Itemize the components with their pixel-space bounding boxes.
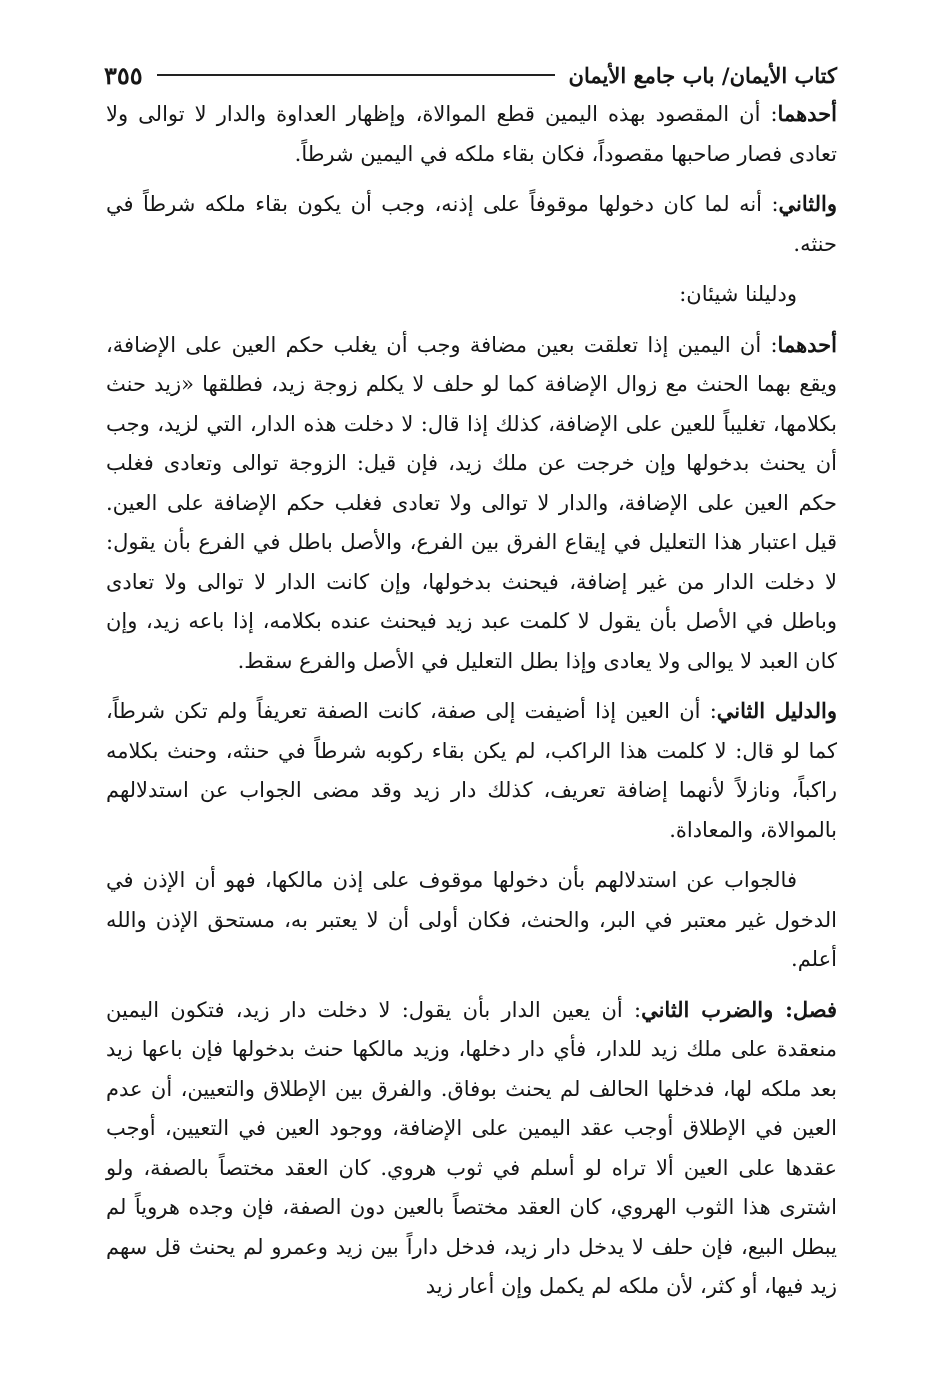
- paragraph-lead: أحدهما: [777, 101, 837, 126]
- header-rule: [157, 74, 555, 76]
- paragraph-text: فالجواب عن استدلالهم بأن دخولها موقوف على إذن مالكها، فهو أن الإذن في الدخول غير معتبر في البر، والحنث، فكان أولى أن لا يعتبر به، مستحق الإذن والله أعلم.: [106, 868, 837, 971]
- paragraph-text: : أن المقصود بهذه اليمين قطع الموالاة، وإظهار العداوة والدار لا توالى ولا تعادى فصار صاحبها مقصوداً، فكان بقاء ملكه في اليمين شرطاً.: [106, 102, 837, 166]
- paragraph-text: ودليلنا شيئان:: [679, 282, 797, 306]
- paragraph-lead: والدليل الثاني: [716, 698, 838, 723]
- paragraph: [106, 274, 837, 315]
- paragraph-text: : أن اليمين إذا تعلقت بعين مضافة وجب أن يغلب حكم العين على الإضافة، ويقع بهما الحنث مع زوال الإضافة كما لو حلف لا يكلم زوجة زيد، فطلقها «زيد حنث بكلامها، تغليباً للعين على الإضافة، كذلك إذا قال: لا دخلت هذه الدار، التي لزيد، وجب أن يحنث بدخولها وإن خرجت عن ملك زيد، فإن قيل: الزوجة توالى وتعادى فغلب حكم العين على الإضافة، والدار لا توالى ولا تعادى فغلب حكم الإضافة على العين. قيل اعتبار هذا التعليل في إيقاع الفرق بين الفرع، والأصل باطل في الفرع بأن يقول: لا دخلت الدار من غير إضافة، فيحنث بدخولها، وإن كانت الدار لا توالى ولا تعادى وباطل في الأصل بأن يقول لا كلمت عبد زيد فيحنث عنده بكلامه، إذا باعه زيد، وإن كان العبد لا يوالى ولا يعادى وإذا بطل التعليل في الأصل والفرع سقط.: [106, 332, 837, 673]
- paragraph: [106, 94, 837, 174]
- paragraph: [106, 860, 837, 980]
- paragraph-text: : أن العين إذا أضيفت إلى صفة، كانت الصفة تعريفاً ولم تكن شرطاً، كما لو قال: لا كلمت هذا الراكب، لم يكن بقاء ركوبه شرطاً في حنثه، وحنث بكلامه راكباً، ونازلاً لأنهما إضافة تعريف، كذلك دار زيد وقد مضى الجواب عن استدلالهم بالموالاة، والمعاداة.: [106, 699, 837, 842]
- paragraph-lead: أحدهما: [777, 331, 837, 357]
- page-body: [106, 94, 837, 1317]
- paragraph-text: : أن يعين الدار بأن يقول: لا دخلت دار زيد، فتكون اليمين منعقدة على ملك زيد للدار، فأي دار دخلها، وزيد مالكها حنث بدخولها فإن باعها زيد بعد ملكه لها، فدخلها الحالف لم يحنث بوفاق. والفرق بين الإطلاق والتعيين، أن عدم العين في الإطلاق أوجب عقد اليمين على الإضافة، ووجود العين في التعيين، أوجب عقدها على العين ألا تراه لو أسلم في ثوب هروي. كان العقد مختصاً بالصفة، ولو اشترى هذا الثوب الهروي، كان العقد مختصاً بالعين دون الصفة، فإن وجده هروياً لم يبطل البيع، فإن حلف لا يدخل دار زيد، فدخل داراً بين زيد وعمرو لم يحنث قل سهم زيد فيها، أو كثر، لأن ملكه لم يكمل وإن أعار زيد: [106, 997, 837, 1298]
- paragraph-lead: والثاني: [778, 191, 837, 216]
- paragraph: [106, 990, 837, 1307]
- paragraph-lead: فصل: والضرب الثاني: [641, 996, 837, 1022]
- page-number: ٣٥٥: [104, 60, 143, 90]
- page-header: [104, 58, 837, 92]
- paragraph-text: : أنه لما كان دخولها موقوفاً على إذنه، وجب أن يكون بقاء ملكه شرطاً في حنثه.: [106, 192, 837, 256]
- paragraph: [106, 184, 837, 264]
- running-title: كتاب الأيمان/ باب جامع الأيمان: [568, 62, 837, 88]
- paragraph: [106, 325, 837, 682]
- paragraph: [106, 691, 837, 850]
